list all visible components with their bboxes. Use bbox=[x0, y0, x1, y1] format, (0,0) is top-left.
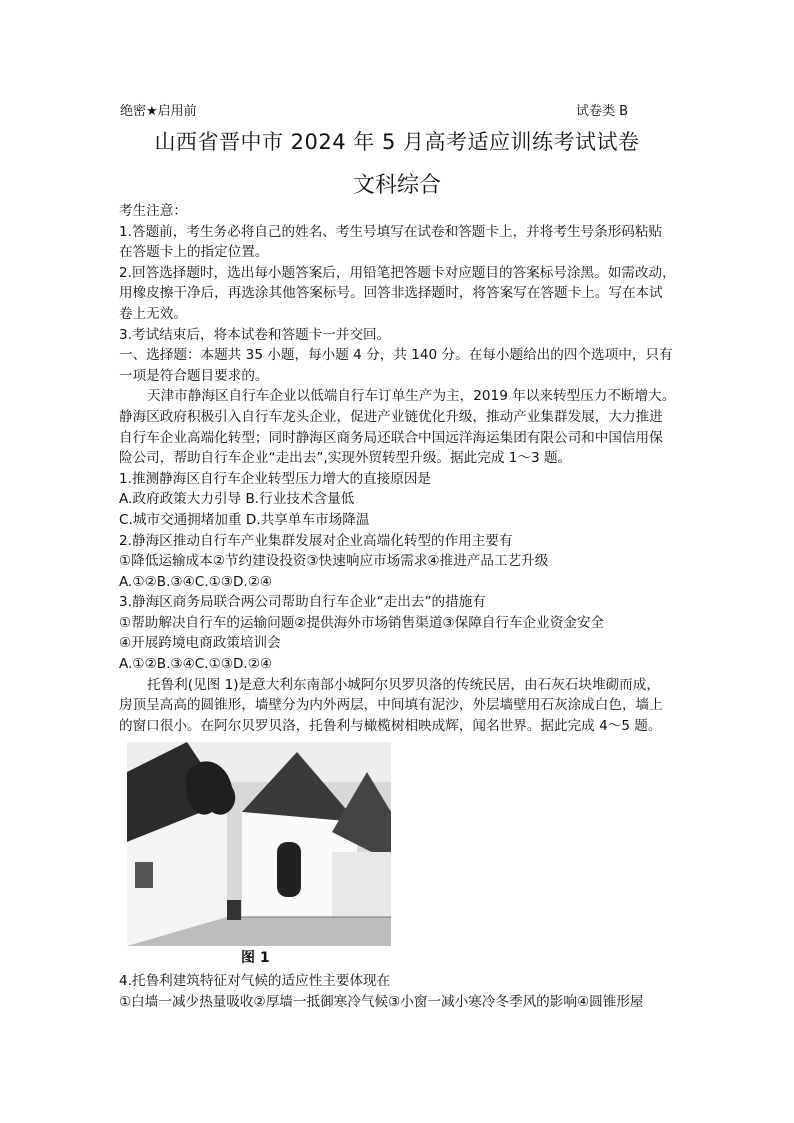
section-intro: 一、选择题：本题共 35 小题，每小题 4 分，共 140 分。在每小题给出的四个选项中，只有 bbox=[119, 347, 673, 364]
question-1-options: C.城市交通拥堵加重 D.共享单车市场降温 bbox=[119, 511, 370, 528]
notice-line: 3.考试结束后，将本试卷和答题卡一并交回。 bbox=[119, 326, 391, 343]
exam-title: 山西省晋中市 2024 年 5 月高考适应训练考试试卷 bbox=[154, 130, 640, 154]
question-3-choices: ④开展跨境电商政策培训会 bbox=[119, 635, 281, 652]
passage-line: 自行车企业高端化转型；同时静海区商务局还联合中国远洋海运集团有限公司和中国信用保 bbox=[119, 429, 663, 446]
notice-line: 在答题卡上的指定位置。 bbox=[119, 244, 269, 261]
passage-line: 险公司，帮助自行车企业“走出去”,实现外贸转型升级。据此完成 1～3 题。 bbox=[119, 450, 572, 467]
notice-line: 卷上无效。 bbox=[119, 305, 187, 322]
question-2-options: A.①②B.③④C.①③D.②④ bbox=[119, 573, 273, 590]
question-3-choices: ①帮助解决自行车的运输问题②提供海外市场销售渠道③保障自行车企业资金安全 bbox=[119, 614, 605, 631]
passage-line: 托鲁利(见图 1)是意大利东南部小城阿尔贝罗贝洛的传统民居，由石灰石块堆砌而成， bbox=[147, 676, 660, 693]
notice-heading: 考生注意： bbox=[119, 203, 187, 219]
secret-label: 绝密★启用前 bbox=[120, 104, 197, 119]
exam-subtitle: 文科综合 bbox=[352, 173, 441, 198]
figure-caption: 图 1 bbox=[241, 950, 270, 966]
notice-line: 用橡皮擦干净后，再选涂其他答案标号。回答非选择题时，将答案写在答题卡上。写在本试 bbox=[119, 285, 663, 302]
passage-line: 天津市静海区自行车企业以低端自行车订单生产为主，2019 年以来转型压力不断增大。 bbox=[147, 388, 676, 405]
question-1-options: A.政府政策大力引导 B.行业技术含量低 bbox=[119, 491, 355, 508]
passage-line: 的窗口很小。在阿尔贝罗贝洛，托鲁利与橄榄树相映成辉，闻名世界。据此完成 4～5 题。 bbox=[119, 717, 662, 734]
section-intro: 一项是符合题目要求的。 bbox=[119, 367, 269, 384]
question-2-stem: 2.静海区推动自行车产业集群发展对企业高端化转型的作用主要有 bbox=[119, 532, 513, 549]
passage-line: 房顶呈高高的圆锥形，墙壁分为内外两层，中间填有泥沙，外层墙壁用石灰涂成白色，墙上 bbox=[119, 697, 663, 714]
question-1-stem: 1.推测静海区自行车企业转型压力增大的直接原因是 bbox=[119, 470, 432, 487]
question-4-stem: 4.托鲁利建筑特征对气候的适应性主要体现在 bbox=[119, 973, 391, 989]
exam-body bbox=[119, 201, 679, 736]
question-3-options: A.①②B.③④C.①③D.②④ bbox=[119, 656, 273, 673]
question-3-stem: 3.静海区商务局联合两公司帮助自行车企业“走出去”的措施有 bbox=[119, 594, 486, 611]
passage-line: 静海区政府积极引入自行车龙头企业，促进产业链优化升级，推动产业集群发展，大力推进 bbox=[119, 408, 663, 425]
trulli-photo bbox=[127, 742, 391, 946]
notice-line: 2.回答选择题时，选出每小题答案后，用铅笔把答题卡对应题目的答案标号涂黑。如需改动， bbox=[119, 264, 676, 281]
notice-line: 1.答题前，考生务必将自己的姓名、考生号填写在试卷和答题卡上，并将考生号条形码粘贴 bbox=[119, 223, 663, 240]
question-2-choices: ①降低运输成本②节约建设投资③快速响应市场需求④推进产品工艺升级 bbox=[119, 553, 549, 570]
question-4 bbox=[119, 971, 689, 1012]
paper-type-label: 试卷类 B bbox=[576, 104, 629, 119]
question-4-choices: ①白墙一减少热量吸收②厚墙一抵御寒冷气候③小窗一减小寒冷冬季风的影响④圆锥形屋 bbox=[119, 993, 644, 1010]
